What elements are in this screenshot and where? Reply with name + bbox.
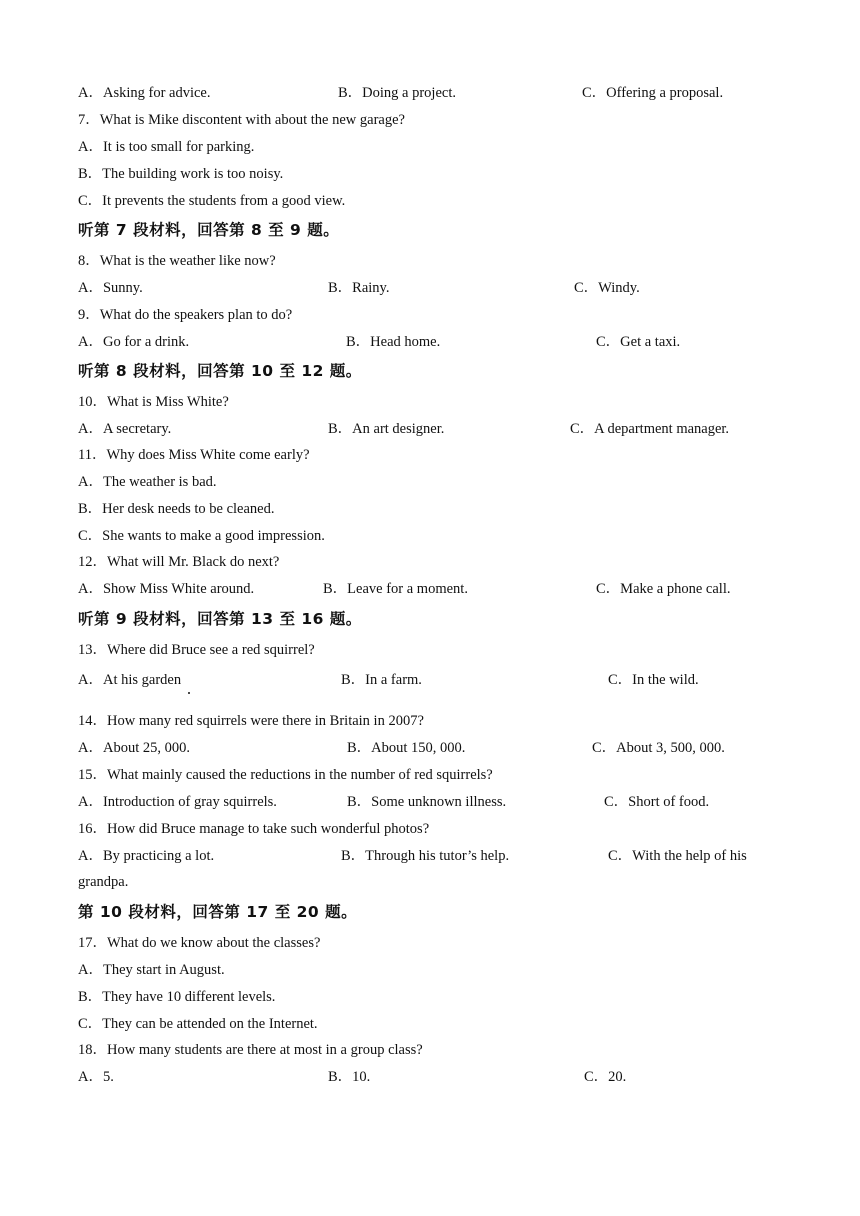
q10-option-c: C．A department manager. [570,421,730,437]
q17-option-c: C．They can be attended on the Internet. [78,1016,318,1032]
section-heading-8: 听第 8 段材料，回答第 10 至 12 题。 [78,362,362,380]
emphasis-dot [188,692,190,694]
q9-option-b: B．Head home. [346,334,441,350]
q9-option-c: C．Get a taxi. [596,334,681,350]
q16-option-c-continued: grandpa. [78,874,129,890]
question-7: 7．What is Mike discontent with about the new garage? [78,112,405,128]
q11-option-a: A．The weather is bad. [78,474,217,490]
q7-option-b: B．The building work is too noisy. [78,166,284,182]
q8-option-a: A．Sunny. [78,280,143,296]
q18-option-a: A．5. [78,1069,114,1085]
question-12: 12．What will Mr. Black do next? [78,554,280,570]
q15-option-c: C．Short of food. [604,794,710,810]
q14-option-a: A．About 25, 000. [78,740,190,756]
q10-option-b: B．An art designer. [328,421,445,437]
q14-option-b: B．About 150, 000. [347,740,466,756]
q15-option-a: A．Introduction of gray squirrels. [78,794,277,810]
q12-option-c: C．Make a phone call. [596,581,731,597]
q8-option-b: B．Rainy. [328,280,390,296]
section-heading-10: 第 10 段材料，回答第 17 至 20 题。 [78,903,358,921]
q11-option-c: C．She wants to make a good impression. [78,528,325,544]
question-13: 13．Where did Bruce see a red squirrel? [78,642,315,658]
q6-option-c: C．Offering a proposal. [582,85,724,101]
q15-option-b: B．Some unknown illness. [347,794,507,810]
question-18: 18．How many students are there at most in a group class? [78,1042,423,1058]
q16-option-c: C．With the help of his [608,848,747,864]
q6-option-b: B．Doing a project. [338,85,456,101]
q13-option-a: A．At his garden [78,672,182,688]
section-heading-7: 听第 7 段材料，回答第 8 至 9 题。 [78,221,340,239]
question-16: 16．How did Bruce manage to take such wonderful photos? [78,821,430,837]
question-11: 11．Why does Miss White come early? [78,447,310,463]
question-8: 8．What is the weather like now? [78,253,276,269]
q9-option-a: A．Go for a drink. [78,334,190,350]
q12-option-a: A．Show Miss White around. [78,581,255,597]
question-14: 14．How many red squirrels were there in Britain in 2007? [78,713,424,729]
question-9: 9．What do the speakers plan to do? [78,307,293,323]
q18-option-c: C．20. [584,1069,627,1085]
q16-option-a: A．By practicing a lot. [78,848,215,864]
q11-option-b: B．Her desk needs to be cleaned. [78,501,275,517]
q10-option-a: A．A secretary. [78,421,172,437]
question-15: 15．What mainly caused the reductions in the number of red squirrels? [78,767,493,783]
q7-option-a: A．It is too small for parking. [78,139,255,155]
q13-option-b: B．In a farm. [341,672,422,688]
q12-option-b: B．Leave for a moment. [323,581,468,597]
q13-option-c: C．In the wild. [608,672,699,688]
section-heading-9: 听第 9 段材料，回答第 13 至 16 题。 [78,610,362,628]
question-17: 17．What do we know about the classes? [78,935,321,951]
q16-option-b: B．Through his tutor’s help. [341,848,510,864]
question-10: 10．What is Miss White? [78,394,229,410]
q8-option-c: C．Windy. [574,280,640,296]
q18-option-b: B．10. [328,1069,371,1085]
q17-option-a: A．They start in August. [78,962,225,978]
q14-option-c: C．About 3, 500, 000. [592,740,725,756]
q7-option-c: C．It prevents the students from a good view. [78,193,346,209]
q17-option-b: B．They have 10 different levels. [78,989,276,1005]
q6-option-a: A．Asking for advice. [78,85,211,101]
